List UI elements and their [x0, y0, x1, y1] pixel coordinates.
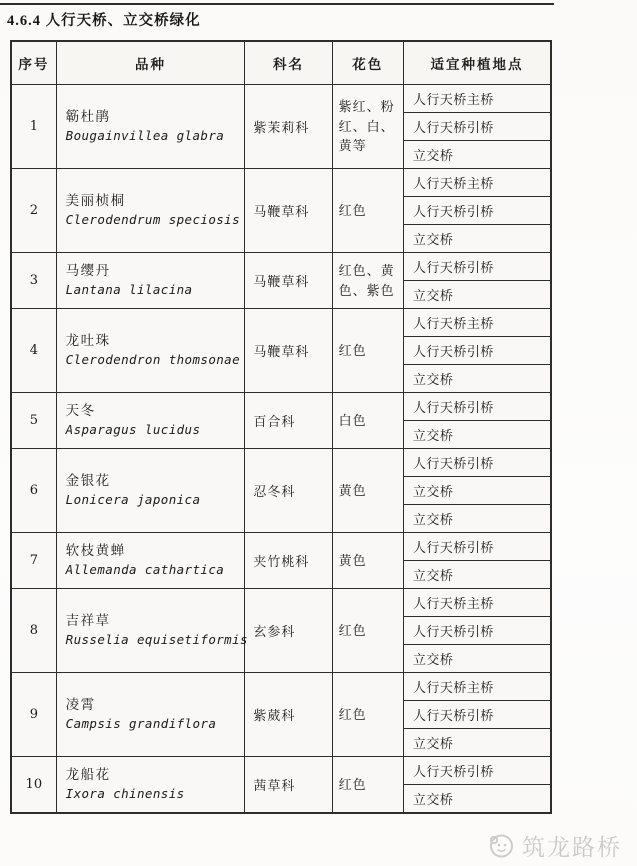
species-latin-name: Allemanda cathartica — [65, 562, 225, 578]
table-row — [11, 253, 551, 281]
family-cell: 马鞭草科 — [245, 169, 332, 253]
flower-color-cell: 白色 — [332, 393, 403, 449]
row-index-cell: 9 — [11, 673, 56, 757]
table-row — [11, 393, 551, 421]
table-row — [11, 533, 551, 561]
species-name: 美丽桢桐 — [65, 193, 126, 208]
flower-color-cell: 红色 — [332, 757, 403, 814]
species-latin-name: Lonicera japonica — [65, 492, 201, 508]
planting-site-cell: 立交桥 — [403, 729, 551, 757]
planting-site-cell: 人行天桥主桥 — [403, 589, 551, 617]
species-latin-name: Ixora chinensis — [65, 786, 185, 802]
planting-site-cell: 立交桥 — [403, 785, 551, 814]
family-cell: 茜草科 — [245, 757, 332, 814]
planting-site-cell: 人行天桥引桥 — [403, 617, 551, 645]
row-index-cell: 3 — [11, 253, 56, 309]
species-cell — [56, 85, 245, 169]
species-name: 吉祥草 — [65, 613, 111, 628]
species-cell — [56, 253, 245, 309]
col-header-index: 序号 — [11, 41, 56, 85]
flower-color-cell: 红色 — [332, 309, 403, 393]
family-cell: 夹竹桃科 — [245, 533, 332, 589]
species-name: 金银花 — [65, 473, 111, 488]
col-header-species: 品种 — [56, 41, 245, 85]
species-name: 龙吐珠 — [65, 333, 111, 348]
planting-site-cell: 立交桥 — [403, 365, 551, 393]
planting-site-cell: 人行天桥引桥 — [403, 337, 551, 365]
row-index-cell: 7 — [11, 533, 56, 589]
species-cell — [56, 309, 245, 393]
row-index-cell: 6 — [11, 449, 56, 533]
table-header — [11, 41, 551, 85]
species-table-body — [11, 85, 551, 814]
species-latin-name: Clerodendrum speciosis — [65, 212, 241, 228]
table-row — [11, 169, 551, 197]
family-cell: 紫茉莉科 — [245, 85, 332, 169]
table-row — [11, 85, 551, 113]
flower-color-cell: 红色 — [332, 673, 403, 757]
flower-color-cell: 黄色 — [332, 533, 403, 589]
flower-color-cell: 红色、黄色、紫色 — [332, 253, 403, 309]
species-latin-name: Bougainvillea glabra — [65, 128, 225, 144]
species-cell — [56, 673, 245, 757]
row-index-cell: 10 — [11, 757, 56, 814]
planting-site-cell: 立交桥 — [403, 421, 551, 449]
species-cell — [56, 449, 245, 533]
planting-site-cell: 人行天桥引桥 — [403, 253, 551, 281]
section-title: 4.6.4 人行天桥、立交桥绿化 — [7, 13, 201, 29]
planting-site-cell: 立交桥 — [403, 477, 551, 505]
species-cell — [56, 393, 245, 449]
row-index-cell: 5 — [11, 393, 56, 449]
planting-site-cell: 立交桥 — [403, 141, 551, 169]
section-divider-line — [0, 3, 554, 5]
family-cell: 马鞭草科 — [245, 253, 332, 309]
species-name: 簕杜鹃 — [65, 109, 111, 124]
col-header-planting-site: 适宜种植地点 — [403, 41, 551, 85]
table-row — [11, 449, 551, 477]
species-cell — [56, 589, 248, 673]
table-row — [11, 673, 551, 701]
species-name: 软枝黄蝉 — [65, 543, 126, 558]
species-latin-name: Campsis grandiflora — [65, 716, 217, 732]
planting-site-cell: 立交桥 — [403, 645, 551, 673]
flower-color-cell: 紫红、粉红、白、黄等 — [332, 85, 403, 169]
species-name: 天冬 — [65, 403, 96, 418]
species-cell — [56, 757, 245, 814]
row-index-cell: 1 — [11, 85, 56, 169]
table-row — [11, 757, 551, 785]
table-header-row — [11, 41, 551, 85]
planting-site-cell: 人行天桥引桥 — [403, 533, 551, 561]
row-index-cell: 8 — [11, 589, 56, 673]
planting-site-cell: 立交桥 — [403, 505, 551, 533]
planting-site-cell: 人行天桥引桥 — [403, 393, 551, 421]
flower-color-cell: 红色 — [332, 169, 403, 253]
planting-site-cell: 人行天桥主桥 — [403, 309, 551, 337]
watermark — [488, 829, 622, 862]
planting-site-cell: 人行天桥主桥 — [403, 85, 551, 113]
planting-site-cell: 人行天桥主桥 — [403, 673, 551, 701]
family-cell: 紫葳科 — [245, 673, 332, 757]
species-name: 马缨丹 — [65, 263, 111, 278]
species-name: 龙船花 — [65, 767, 111, 782]
species-cell — [56, 169, 245, 253]
planting-site-cell: 人行天桥引桥 — [403, 449, 551, 477]
species-table — [10, 40, 552, 814]
planting-site-cell: 人行天桥引桥 — [403, 197, 551, 225]
planting-site-cell: 立交桥 — [403, 225, 551, 253]
row-index-cell: 4 — [11, 309, 56, 393]
table-row — [11, 589, 551, 617]
zhulong-logo-icon — [488, 832, 515, 859]
species-name: 凌霄 — [65, 697, 96, 712]
species-latin-name: Lantana lilacina — [65, 282, 193, 298]
species-latin-name: Asparagus lucidus — [65, 422, 201, 438]
planting-site-cell: 人行天桥引桥 — [403, 757, 551, 785]
col-header-flower-color: 花色 — [332, 41, 403, 85]
planting-site-cell: 人行天桥主桥 — [403, 169, 551, 197]
family-cell: 百合科 — [245, 393, 332, 449]
planting-site-cell: 人行天桥引桥 — [403, 113, 551, 141]
planting-site-cell: 人行天桥引桥 — [403, 701, 551, 729]
family-cell: 马鞭草科 — [245, 309, 332, 393]
flower-color-cell: 黄色 — [332, 449, 403, 533]
planting-site-cell: 立交桥 — [403, 281, 551, 309]
col-header-family: 科名 — [245, 41, 332, 85]
species-latin-name: Russelia equisetiformis — [65, 632, 248, 648]
row-index-cell: 2 — [11, 169, 56, 253]
species-cell — [56, 533, 245, 589]
family-cell: 忍冬科 — [245, 449, 332, 533]
watermark-text: 筑龙路桥 — [522, 835, 622, 860]
planting-site-cell: 立交桥 — [403, 561, 551, 589]
species-latin-name: Clerodendron thomsonae — [65, 352, 241, 368]
family-cell: 玄参科 — [245, 589, 332, 673]
flower-color-cell: 红色 — [332, 589, 403, 673]
table-row — [11, 309, 551, 337]
